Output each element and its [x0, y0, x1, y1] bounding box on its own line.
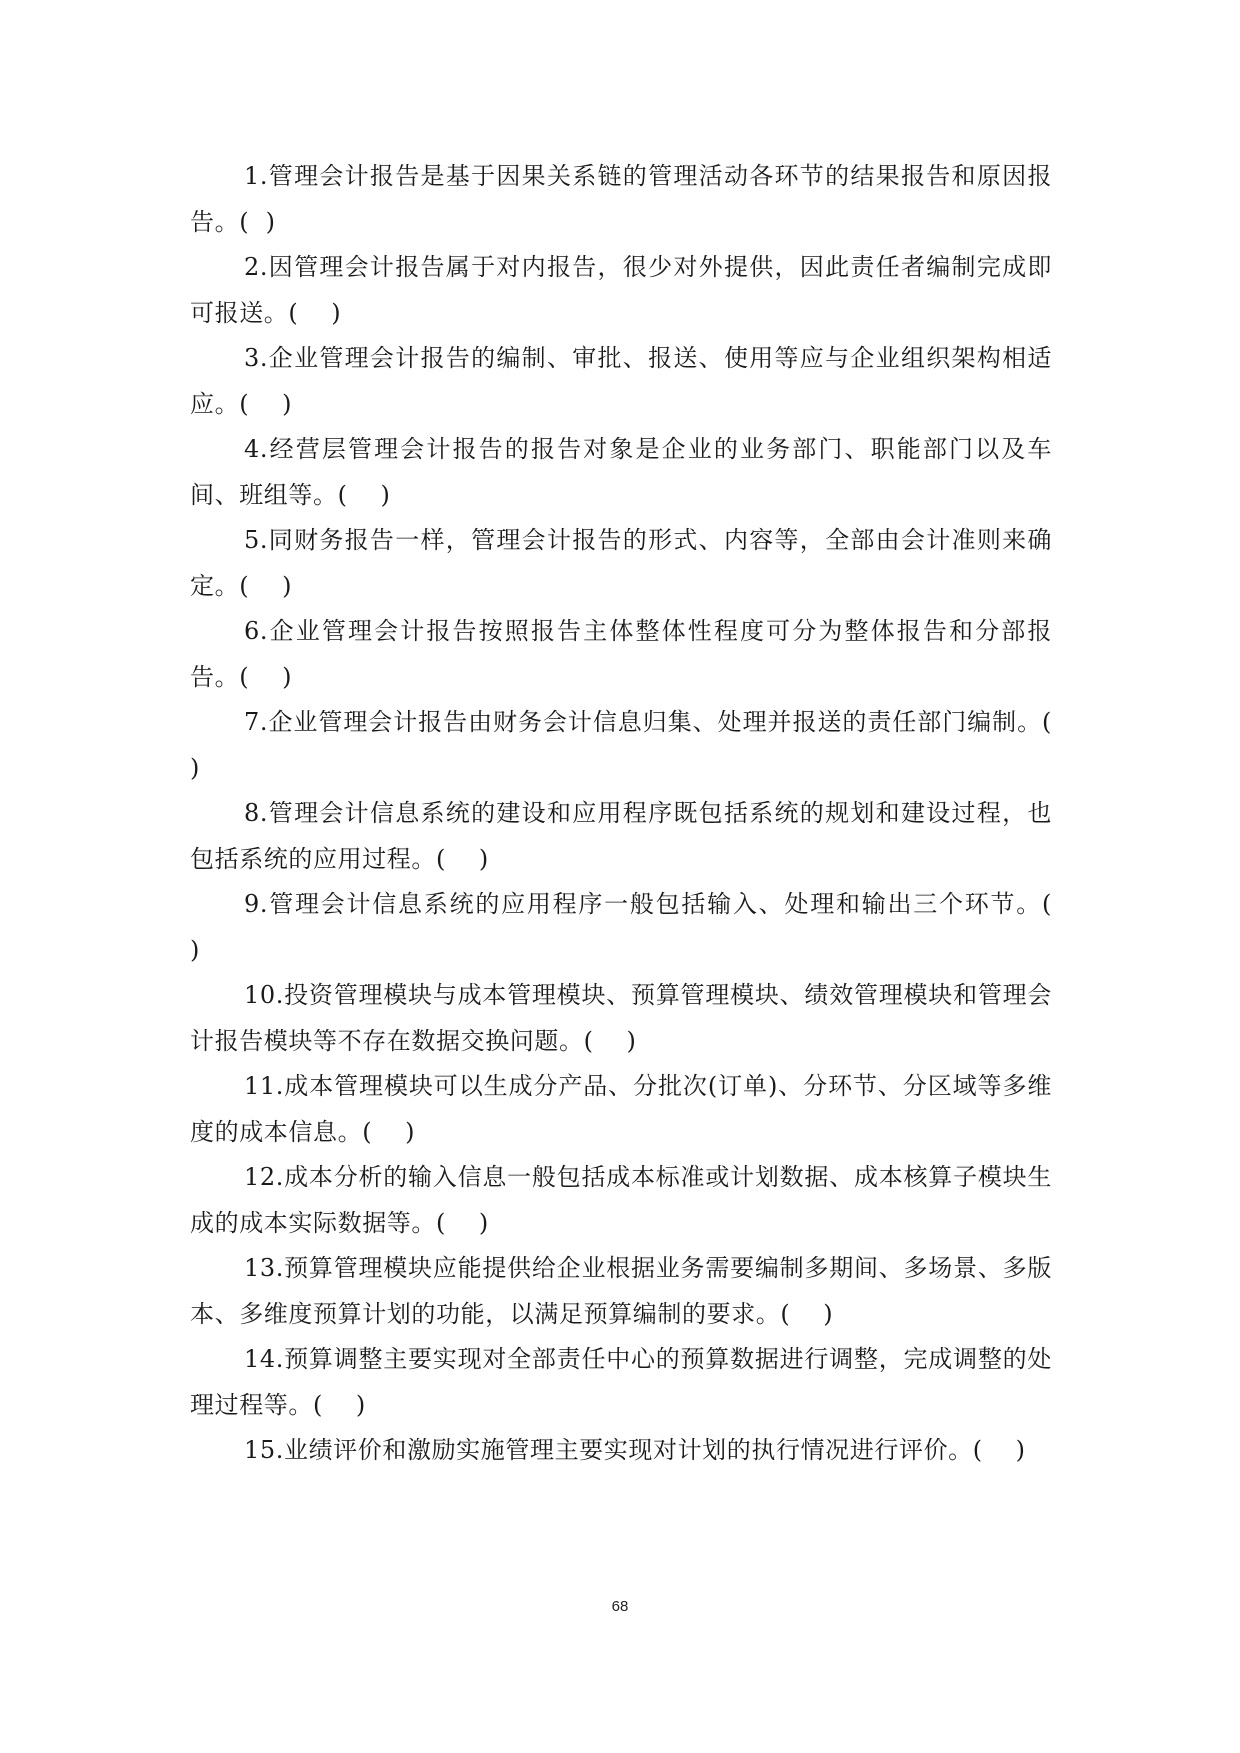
question-item: 8.管理会计信息系统的建设和应用程序既包括系统的规划和建设过程，也包括系统的应用过程。( ): [190, 799, 1052, 873]
question-item: 9.管理会计信息系统的应用程序一般包括输入、处理和输出三个环节。( ): [190, 890, 1085, 964]
question-item: 13.预算管理模块应能提供给企业根据业务需要编制多期间、多场景、多版本、多维度预算计划的功能，以满足预算编制的要求。( ): [190, 1254, 1052, 1328]
true-false-question-list: [190, 154, 1085, 1474]
question-item: 12.成本分析的输入信息一般包括成本标准或计划数据、成本核算子模块生成的成本实际数据等。( ): [190, 1163, 1052, 1237]
question-item: 2.因管理会计报告属于对内报告，很少对外提供，因此责任者编制完成即可报送。( ): [190, 253, 1052, 327]
question-item: 10.投资管理模块与成本管理模块、预算管理模块、绩效管理模块和管理会计报告模块等不存在数据交换问题。( ): [190, 981, 1052, 1055]
question-item: 15.业绩评价和激励实施管理主要实现对计划的执行情况进行评价。( ): [244, 1436, 1026, 1464]
question-item: 6.企业管理会计报告按照报告主体整体性程度可分为整体报告和分部报告。( ): [190, 617, 1052, 691]
question-item: 5.同财务报告一样，管理会计报告的形式、内容等，全部由会计准则来确定。( ): [190, 526, 1052, 600]
question-item: 4.经营层管理会计报告的报告对象是企业的业务部门、职能部门以及车间、班组等。( ): [190, 435, 1052, 509]
page-number: 68: [611, 1598, 629, 1615]
question-item: 7.企业管理会计报告由财务会计信息归集、处理并报送的责任部门编制。( ): [190, 708, 1085, 782]
question-item: 11.成本管理模块可以生成分产品、分批次(订单)、分环节、分区域等多维度的成本信息。( ): [190, 1072, 1052, 1146]
question-item: 3.企业管理会计报告的编制、审批、报送、使用等应与企业组织架构相适应。( ): [190, 344, 1052, 418]
question-item: 14.预算调整主要实现对全部责任中心的预算数据进行调整，完成调整的处理过程等。( ): [190, 1345, 1052, 1419]
question-item: 1.管理会计报告是基于因果关系链的管理活动各环节的结果报告和原因报告。( ): [190, 162, 1052, 236]
